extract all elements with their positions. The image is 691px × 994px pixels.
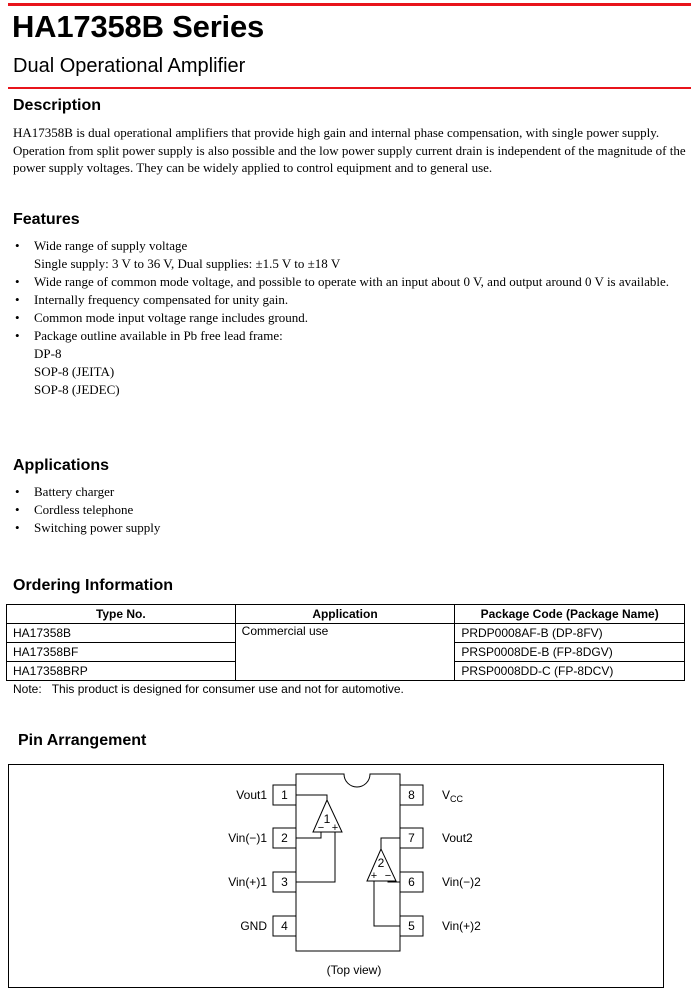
pin-number-2: 2	[281, 831, 288, 845]
type-cell: HA17358BRP	[7, 662, 236, 681]
feature-item	[13, 237, 673, 273]
amp2-minus: −	[384, 870, 392, 882]
pin-number-7: 7	[408, 831, 415, 845]
col-package: Package Code (Package Name)	[455, 605, 685, 624]
feature-item	[13, 327, 673, 399]
amplifier-2-number: 2	[377, 856, 385, 870]
wire-pin5	[374, 881, 400, 926]
vcc-main: V	[442, 788, 451, 802]
feature-text: Wide range of supply voltage	[34, 238, 188, 253]
vcc-subscript: CC	[450, 794, 464, 804]
col-type-no: Type No.	[7, 605, 236, 624]
page-title: HA17358B Series	[12, 9, 265, 44]
ordering-heading: Ordering Information	[13, 577, 173, 594]
pin-label-vin-minus-2: Vin(−)2	[442, 875, 481, 889]
wire-pin3	[296, 832, 335, 882]
pin-number-3: 3	[281, 875, 288, 889]
application-item: • Battery charger	[13, 483, 413, 501]
feature-text: Internally frequency compensated for unity gain.	[34, 292, 289, 307]
ordering-note	[13, 682, 404, 696]
pin-label-vcc	[442, 788, 464, 804]
table-header-row	[7, 605, 685, 624]
type-cell: HA17358B	[7, 624, 236, 643]
wire-pin1	[296, 795, 327, 800]
application-item: • Cordless telephone	[13, 501, 413, 519]
feature-text: Common mode input voltage range includes ground.	[34, 310, 309, 325]
feature-item	[13, 309, 673, 327]
pin-number-6: 6	[408, 875, 415, 889]
note-label: Note:	[13, 682, 42, 696]
page-subtitle: Dual Operational Amplifier	[13, 55, 246, 77]
ordering-table	[6, 604, 685, 681]
table-row	[7, 624, 685, 643]
amp2-plus: +	[370, 870, 378, 882]
type-cell: HA17358BF	[7, 643, 236, 662]
pin-label-vout1: Vout1	[236, 788, 267, 802]
feature-subline: SOP-8 (JEDEC)	[34, 382, 120, 397]
pin-label-vout2: Vout2	[442, 831, 473, 845]
feature-text: Wide range of common mode voltage, and possible to operate with an input about 0 V, and output around 0 V is available.	[34, 274, 670, 289]
feature-subline: SOP-8 (JEITA)	[34, 364, 115, 379]
package-cell: PRSP0008DE-B (FP-8DGV)	[455, 643, 685, 662]
amp1-minus: −	[317, 822, 325, 834]
pin-label-gnd: GND	[240, 919, 267, 933]
application-cell: Commercial use	[235, 624, 455, 681]
subtitle-rule	[8, 87, 691, 89]
pin-number-4: 4	[281, 919, 288, 933]
applications-list	[13, 483, 413, 537]
feature-item	[13, 291, 673, 309]
note-text: This product is designed for consumer use and not for automotive.	[51, 682, 404, 696]
pin-arrangement-box	[8, 764, 664, 988]
pin-label-vin-minus-1: Vin(−)1	[228, 831, 267, 845]
package-cell: PRSP0008DD-C (FP-8DCV)	[455, 662, 685, 681]
package-cell: PRDP0008AF-B (DP-8FV)	[455, 624, 685, 643]
pin-diagram	[9, 765, 665, 989]
pin-number-1: 1	[281, 788, 288, 802]
pin-label-vin-plus-1: Vin(+)1	[228, 875, 267, 889]
package-outline	[296, 774, 400, 951]
feature-subline: Single supply: 3 V to 36 V, Dual supplies: ±1.5 V to ±18 V	[34, 256, 341, 271]
features-heading: Features	[13, 211, 80, 228]
amplifier-1-number: 1	[323, 812, 331, 826]
pins-heading: Pin Arrangement	[18, 732, 147, 749]
top-view-label: (Top view)	[326, 963, 382, 977]
pin-label-vin-plus-2: Vin(+)2	[442, 919, 481, 933]
description-heading: Description	[13, 97, 102, 114]
applications-heading: Applications	[13, 457, 110, 474]
pin-number-8: 8	[408, 788, 415, 802]
feature-subline: DP-8	[34, 346, 62, 361]
feature-item	[13, 273, 673, 291]
features-list	[13, 237, 673, 399]
application-item: • Switching power supply	[13, 519, 413, 537]
feature-text: Package outline available in Pb free lead frame:	[34, 328, 283, 343]
amp1-plus: +	[331, 822, 339, 834]
description-text: HA17358B is dual operational amplifiers that provide high gain and internal phase compensation, with single power supply. Operation from split power supply is also possible and the low power supply current drain is independent of the magnitude of the power supply voltages. They can be widely applied to control equipment and to general use.	[13, 125, 686, 175]
wire-pin7	[381, 838, 400, 849]
col-application: Application	[235, 605, 455, 624]
pin-number-5: 5	[408, 919, 415, 933]
top-red-rule	[8, 3, 691, 6]
